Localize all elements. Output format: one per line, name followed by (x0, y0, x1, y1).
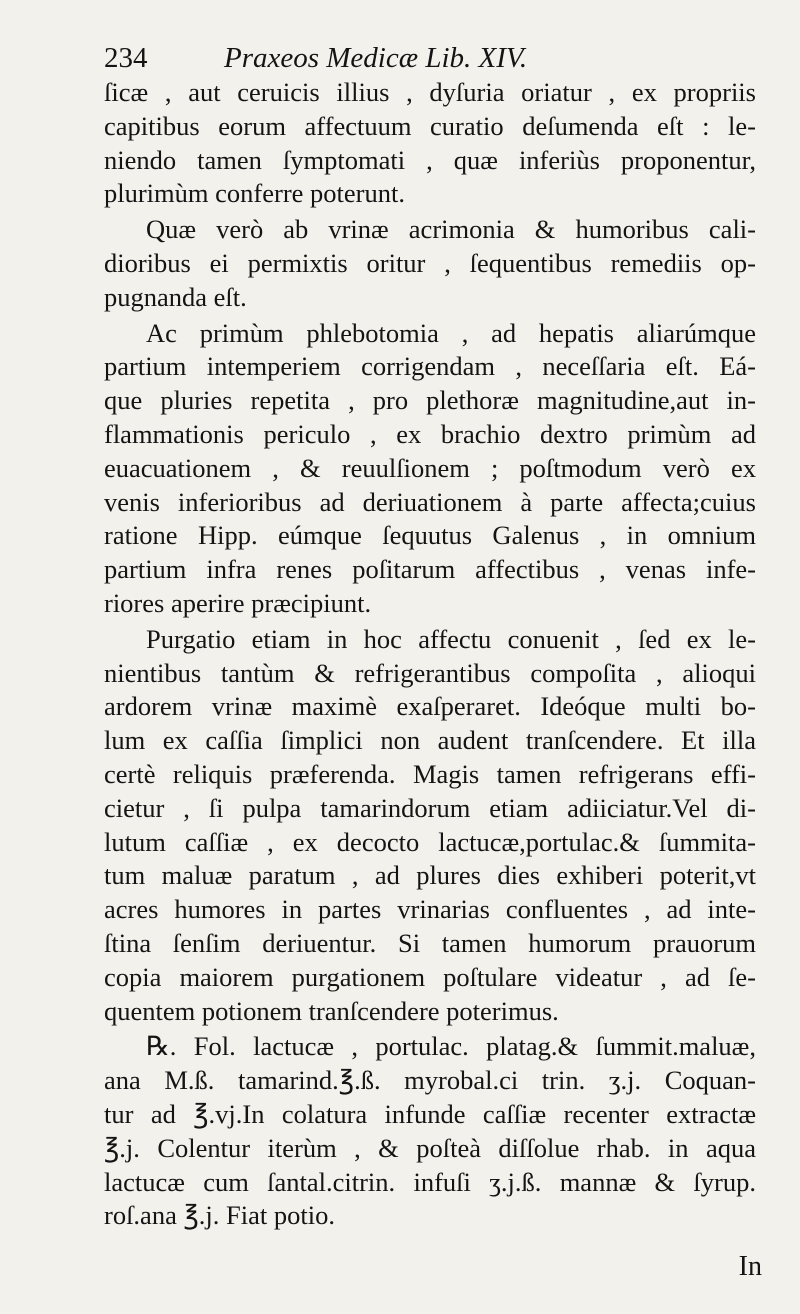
text-line: certè reliquis præferenda. Magis tamen refrigerans effi- (104, 758, 756, 789)
text-line: riores aperire præcipiunt. (104, 587, 372, 618)
recipe-line: tur ad ℥.vj.In colatura infunde caſſiæ recenter extractæ (104, 1098, 756, 1129)
text-line: partium infra renes poſitarum affectibus , venas infe- (104, 554, 756, 585)
text-line: acres humores in partes vrinarias confluentes , ad inte- (104, 894, 756, 925)
text-line: quentem potionem tranſcendere poterimus. (104, 995, 559, 1026)
text-line: copia maiorem purgationem poſtulare videatur , ad ſe- (104, 961, 756, 992)
text-line: lutum caſſiæ , ex decocto lactucæ,portulac.& ſummita- (104, 826, 756, 857)
running-head (104, 40, 756, 76)
text-line: dioribus ei permixtis oritur , ſequentibus remediis op- (104, 247, 756, 278)
recipe-line: ℥.j. Colentur iterùm , & poſteà diſſolue rhab. in aqua (104, 1132, 756, 1163)
text-line: nientibus tantùm & refrigerantibus compoſita , alioqui (104, 657, 756, 688)
text-line: ſicæ , aut ceruicis illius , dyſuria oriatur , ex propriis (104, 77, 756, 107)
text-line: tum maluæ paratum , ad plures dies exhiberi poterit,vt (104, 860, 756, 891)
text-line: Ac primùm phlebotomia , ad hepatis aliarúmque (146, 317, 756, 348)
text-line: cietur , ſi pulpa tamarindorum etiam adiiciatur.Vel di- (104, 792, 756, 823)
text-line: ratione Hipp. eúmque ſequutus Galenus , in omnium (104, 520, 756, 551)
catchword: In (738, 1251, 762, 1282)
text-line: lum ex caſſia ſimplici non audent tranſcendere. Et illa (104, 725, 756, 756)
text-line: Purgatio etiam in hoc affectu conuenit , ſed ex le- (146, 623, 756, 654)
text-line: Quæ verò ab vrinæ acrimonia & humoribus cali- (146, 214, 756, 245)
text-line: capitibus eorum affectuum curatio deſumenda eſt : le- (104, 110, 756, 141)
body-text (104, 76, 756, 1233)
recipe-line: roſ.ana ℥.j. Fiat potio. (104, 1200, 335, 1231)
text-line: pugnanda eſt. (104, 281, 247, 312)
text-line: venis inferioribus ad deriuationem à parte affecta;cuius (104, 486, 756, 517)
text-line: plurimùm conferre poterunt. (104, 178, 405, 209)
text-line: ardorem vrinæ maximè exaſperaret. Ideóque multi bo- (104, 691, 756, 722)
recipe-line: ana M.ß. tamarind.℥.ß. myrobal.ci trin. ʒ.j. Coquan- (104, 1065, 756, 1096)
recipe-line: lactucæ cum ſantal.citrin. infuſi ʒ.j.ß. mannæ & ſyrup. (104, 1166, 756, 1197)
recipe-line: ℞. Fol. lactucæ , portulac. platag.& ſummit.maluæ, (146, 1031, 756, 1062)
page-number: 234 (104, 42, 148, 74)
text-line: partium intemperiem corrigendam , neceſſaria eſt. Eá- (104, 351, 756, 382)
text-line: niendo tamen ſymptomati , quæ inferiùs proponentur, (104, 144, 756, 175)
text-line: que pluries repetita , pro plethoræ magnitudine,aut in- (104, 385, 756, 416)
text-line: flammationis periculo , ex brachio dextro primùm ad (104, 418, 756, 449)
text-line: ſtina ſenſim deriuentur. Si tamen humorum prauorum (104, 927, 756, 958)
running-title: Praxeos Medicæ Lib. XIV. (224, 42, 528, 74)
text-line: euacuationem , & reuulſionem ; poſtmodum verò ex (104, 452, 756, 483)
